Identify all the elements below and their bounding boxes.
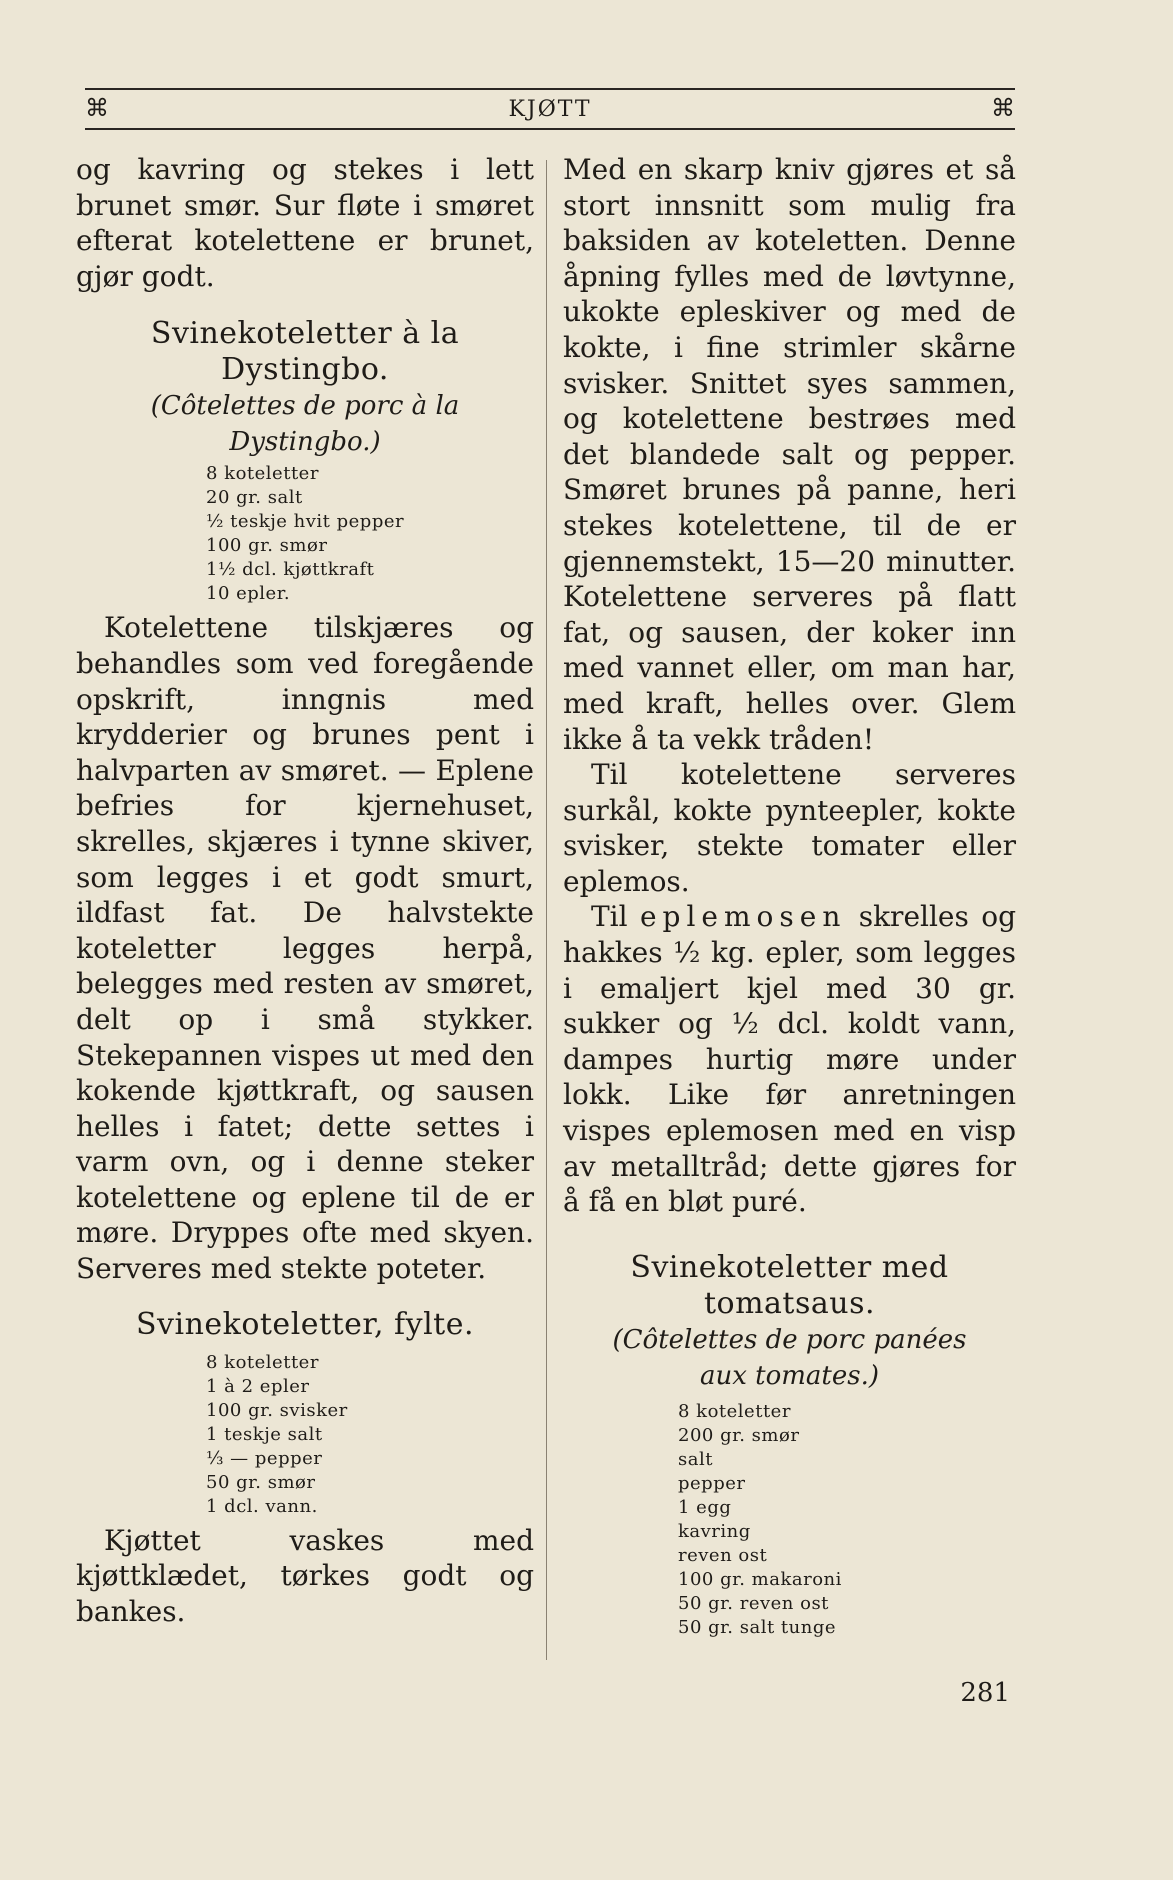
ingredient-item: 200 gr. smør xyxy=(678,1424,800,1446)
eplemos-term: eplemosen xyxy=(639,900,847,934)
ingredient-item: ½ teskje hvit pepper xyxy=(206,511,405,533)
recipe-subtitle-line: Dystingbo.) xyxy=(229,427,381,458)
recipe-subtitle-line: (Côtelettes de porc panées xyxy=(612,1324,967,1355)
ingredient-item: 1 teskje salt xyxy=(206,1423,323,1445)
ingredient-item: 8 koteletter xyxy=(206,1351,319,1373)
ingredient-item: 100 gr. svisker xyxy=(206,1399,348,1421)
recipe-subtitle xyxy=(563,1322,1016,1394)
recipe-title-line: tomatsaus. xyxy=(703,1285,876,1321)
ingredient-item: 50 gr. reven ost xyxy=(678,1592,829,1614)
ingredient-item: ⅓ — pepper xyxy=(206,1447,323,1469)
ingredient-item: reven ost xyxy=(678,1544,768,1566)
recipe-subtitle xyxy=(76,388,534,460)
ingredient-item: 100 gr. smør xyxy=(206,535,328,557)
ingredient-item: 8 koteletter xyxy=(678,1400,791,1422)
running-head-title: KJØTT xyxy=(508,97,592,122)
recipe-title-line: Dystingbo. xyxy=(221,352,389,388)
ingredient-item: 1 dcl. vann. xyxy=(206,1495,318,1517)
page-number: 281 xyxy=(960,1678,1010,1708)
ornament-icon: ⌘ xyxy=(85,94,109,122)
recipe-subtitle-line: (Côtelettes de porc à la xyxy=(150,391,460,422)
ornament-icon: ⌘ xyxy=(991,94,1015,122)
recipe-method: Kotelettene tilskjæres og behandles som ved foregående opskrift, inngnis med krydderier og brunes pent i halvparten av smøret. — Eplene befries for kjernehuset, skrelles, skjæres i tynne skiver, som legges i et godt smurt, ildfast fat. De halvstekte koteletter legges herpå, belegges med resten av smøret, delt op i små stykker. Stekepannen vispes ut med den kokende kjøttkraft, og sausen helles i fatet; dette settes i varm ovn, og i denne steker kotelettene og eplene til de er møre. Dryppes ofte med skyen. Serveres med stekte poteter. xyxy=(76,611,534,1286)
recipe-title-line: Svinekoteletter à la xyxy=(150,316,460,352)
ingredient-item: 50 gr. salt tunge xyxy=(678,1616,836,1638)
column-divider xyxy=(546,160,547,1660)
ingredient-item: 50 gr. smør xyxy=(206,1471,316,1493)
ingredient-item: 10 epler. xyxy=(206,583,291,605)
ingredient-item: 20 gr. salt xyxy=(206,487,303,509)
ingredient-item: 1 à 2 epler xyxy=(206,1375,310,1397)
recipe-title-line: Svinekoteletter med xyxy=(630,1249,949,1285)
eplemos-text: skrelles og hakkes ½ kg. epler, som legges i emaljert kjel med 30 gr. sukker og ½ dcl. koldt vann, dampes hurtig møre under lokk. Like før anretningen vispes eplemosen med en visp av metalltråd; dette gjøres for å få en bløt puré. xyxy=(563,900,1016,1219)
recipe-title xyxy=(563,1250,1016,1322)
ingredient-list xyxy=(678,1400,1016,1640)
eplemos-paragraph xyxy=(563,899,1016,1219)
ingredient-item: salt xyxy=(678,1448,713,1470)
ingredient-list xyxy=(206,462,534,606)
ingredient-item: 1 egg xyxy=(678,1496,732,1518)
intro-paragraph: og kavring og stekes i lett brunet smør. Sur fløte i smøret efterat kotelettene er brunet, gjør godt. xyxy=(76,153,534,293)
recipe-method: Kjøttet vaskes med kjøttklædet, tørkes godt og bankes. xyxy=(76,1523,534,1628)
ingredient-item: 1½ dcl. kjøttkraft xyxy=(206,559,375,581)
recipe-method-continued: Med en skarp kniv gjøres et så stort innsnitt som mulig fra baksiden av koteletten. Denne åpning fylles med de løvtynne, ukokte epleskiver og med de kokte, i fine strimler skårne svisker. Snittet syes sammen, og kotelettene bestrøes med det blandede salt og pepper. Smøret brunes på panne, heri stekes kotelettene, til de er gjennemstekt, 15—20 minutter. Kotelettene serveres på flatt fat, og sausen, der koker inn med vannet eller, om man har, med kraft, helles over. Glem ikke å ta vekk tråden! xyxy=(563,153,1016,756)
running-head xyxy=(85,88,1015,130)
ingredient-item: kavring xyxy=(678,1520,751,1542)
eplemos-lead: Til xyxy=(591,900,628,934)
ingredient-list xyxy=(206,1351,534,1519)
ingredient-item: 100 gr. makaroni xyxy=(678,1568,842,1590)
right-column xyxy=(563,152,1016,1644)
recipe-title xyxy=(76,316,534,388)
left-column xyxy=(76,152,534,1629)
recipe-title: Svinekoteletter, fylte. xyxy=(135,1306,475,1342)
ingredient-item: pepper xyxy=(678,1472,746,1494)
serving-suggestion: Til kotelettene serveres surkål, kokte pynteepler, kokte svisker, stekte tomater eller eplemos. xyxy=(563,758,1016,898)
ingredient-item: 8 koteletter xyxy=(206,463,319,485)
recipe-subtitle-line: aux tomates.) xyxy=(699,1360,880,1391)
